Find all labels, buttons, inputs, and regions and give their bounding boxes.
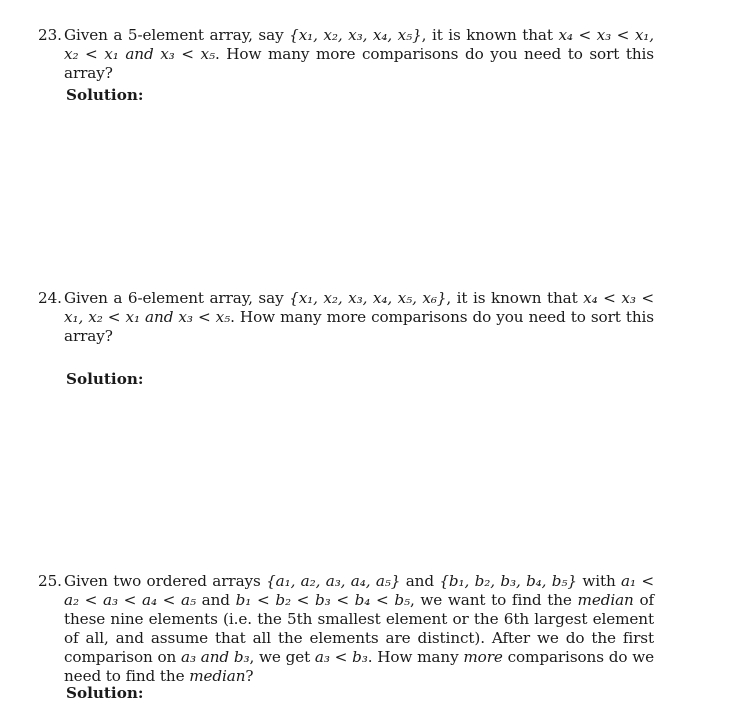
problem-text-segment: , we get (249, 648, 315, 666)
problem-question: . How many more comparisons do you need to sort this array? (64, 45, 654, 82)
math-set-a: {a₁, a₂, a₃, a₄, a₅} (266, 572, 401, 590)
problem-text-segment: . How many (367, 648, 464, 666)
problem-text-segment: , it is known that (421, 26, 559, 44)
math-set: {x₁, x₂, x₃, x₄, x₅, x₆} (289, 289, 447, 307)
problem-text-segment: and (400, 572, 440, 590)
problem-number: 24. (38, 289, 62, 307)
problem-text-segment: Given a 6-element array, say (64, 289, 290, 307)
problem-text-segment: ? (245, 667, 254, 685)
math-compare-pair: a₃ and b₃ (181, 648, 250, 666)
solution-label-25: Solution: (66, 684, 144, 702)
math-condition: x₄ < x₃ < x₁, x₂ < x₁ and x₃ < x₅ (64, 289, 654, 326)
problem-25-text (38, 572, 654, 686)
problem-text-segment: with (576, 572, 622, 590)
problem-text-segment: Given a 5-element array, say (64, 26, 290, 44)
problem-23 (38, 26, 654, 83)
problem-number: 23. (38, 26, 62, 44)
problem-text-segment: comparisons do we need to find the (64, 648, 654, 685)
problem-text-segment: , it is known that (446, 289, 584, 307)
problem-text-segment: and (195, 591, 236, 609)
math-set-b: {b₁, b₂, b₃, b₄, b₅} (439, 572, 577, 590)
math-order-a: a₁ < a₂ < a₃ < a₄ < a₅ (64, 572, 654, 609)
math-order-b: b₁ < b₂ < b₃ < b₄ < b₅ (235, 591, 410, 609)
problem-text-segment: Given two ordered arrays (64, 572, 267, 590)
emphasis-more: more (463, 648, 503, 666)
solution-label-23: Solution: (66, 86, 144, 104)
problem-24-text (38, 289, 654, 346)
solution-label-24: Solution: (66, 370, 144, 388)
problem-23-text (38, 26, 654, 83)
problem-number: 25. (38, 572, 62, 590)
math-set: {x₁, x₂, x₃, x₄, x₅} (289, 26, 422, 44)
problem-25 (38, 572, 654, 686)
emphasis-median: median (577, 591, 634, 609)
math-result: a₃ < b₃ (314, 648, 368, 666)
problem-question: . How many more comparisons do you need to sort this array? (64, 308, 654, 345)
emphasis-median: median (189, 667, 246, 685)
math-condition: x₄ < x₃ < x₁, x₂ < x₁ and x₃ < x₅ (64, 26, 654, 63)
problem-text-segment: of these nine elements (i.e. the 5th smallest element or the 6th largest element of all, and assume that all the elements are distinct). After we do the first comparison on (64, 591, 655, 666)
problem-text-segment: , we want to find the (409, 591, 578, 609)
problem-24 (38, 289, 654, 346)
